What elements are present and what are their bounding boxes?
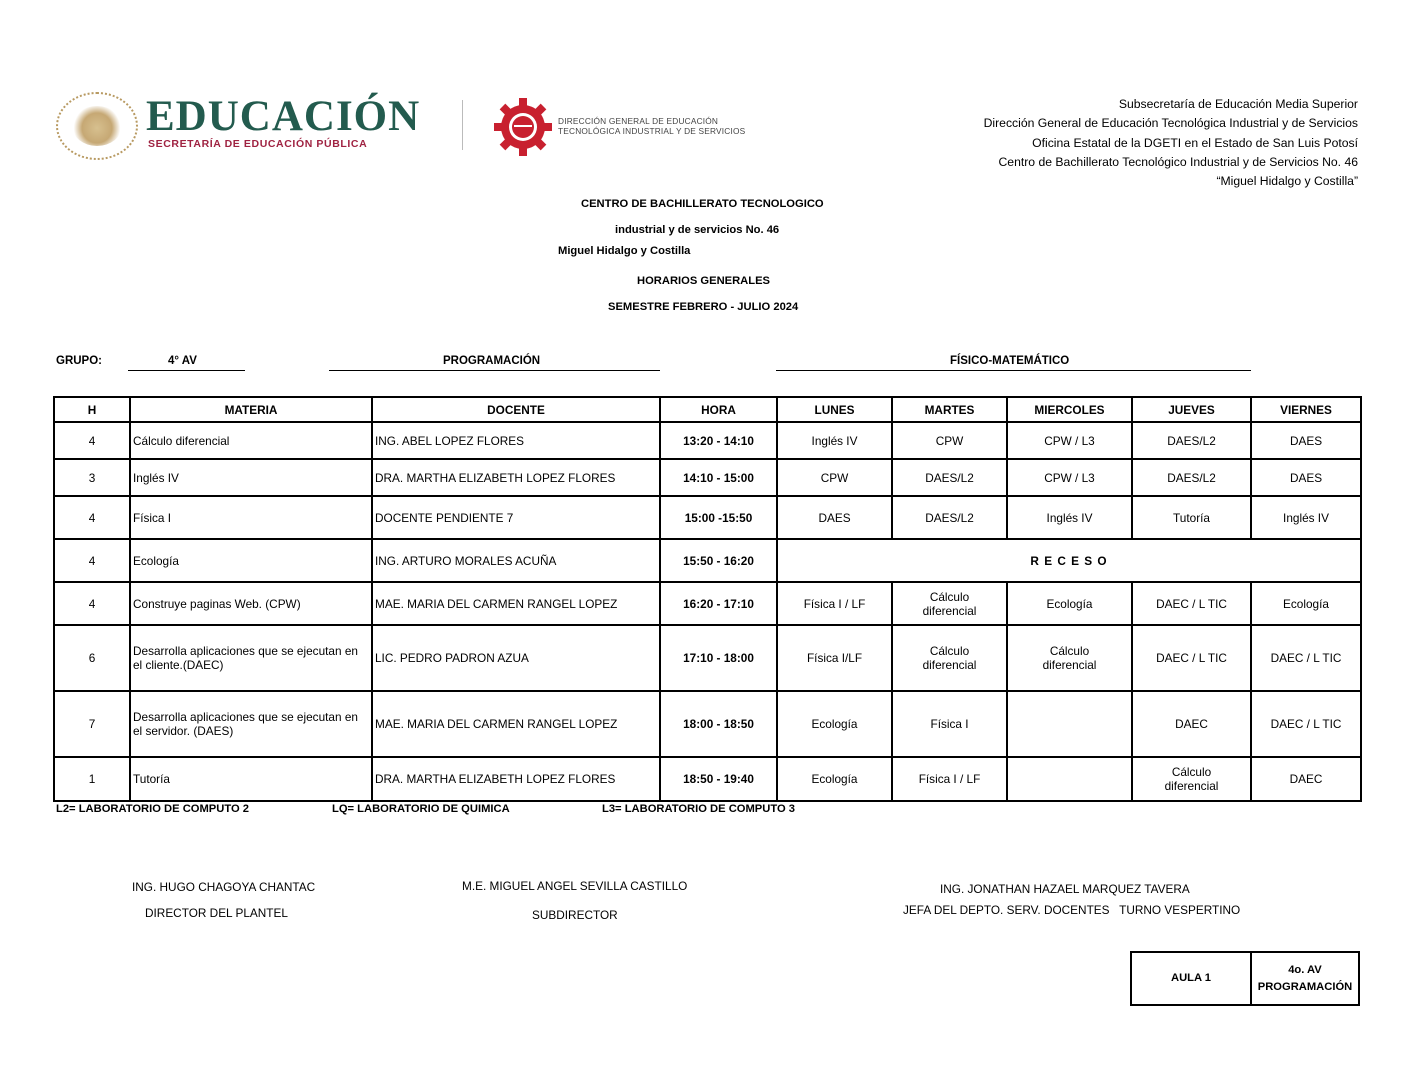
table-row xyxy=(54,757,1361,801)
cell-materia: Tutoría xyxy=(130,757,372,801)
cell-miercoles: Ecología xyxy=(1007,582,1132,625)
cell-docente: LIC. PEDRO PADRON AZUA xyxy=(372,625,660,691)
cell-hora: 18:50 - 19:40 xyxy=(660,757,777,801)
cell-docente: DOCENTE PENDIENTE 7 xyxy=(372,496,660,539)
table-row xyxy=(54,691,1361,757)
header-martes: MARTES xyxy=(892,397,1007,422)
cell-martes: Cálculo diferencial xyxy=(892,625,1007,691)
header-line: Centro de Bachillerato Tecnológico Industrial y de Servicios No. 46 xyxy=(998,154,1358,169)
grupo-value: 4° AV xyxy=(168,355,197,367)
dgeti-logo-text xyxy=(558,116,745,136)
cell-martes: DAES/L2 xyxy=(892,496,1007,539)
cell-martes: Cálculo diferencial xyxy=(892,582,1007,625)
cell-lunes: CPW xyxy=(777,459,892,496)
subdirector-title: SUBDIRECTOR xyxy=(532,908,618,922)
cell-h: 4 xyxy=(54,496,130,539)
cell-docente: MAE. MARIA DEL CARMEN RANGEL LOPEZ xyxy=(372,582,660,625)
cell-materia: Cálculo diferencial xyxy=(130,422,372,459)
cell-miercoles: Inglés IV xyxy=(1007,496,1132,539)
schedule-table xyxy=(53,396,1362,802)
grupo-label: GRUPO: xyxy=(56,355,102,367)
horarios-title: HORARIOS GENERALES xyxy=(637,275,771,287)
cell-materia: Inglés IV xyxy=(130,459,372,496)
cell-miercoles: CPW / L3 xyxy=(1007,422,1132,459)
cell-materia: Construye paginas Web. (CPW) xyxy=(130,582,372,625)
cell-martes: Física I / LF xyxy=(892,757,1007,801)
header-line: Oficina Estatal de la DGETI en el Estado de San Luis Potosí xyxy=(1032,135,1358,150)
legend-l3: L3= LABORATORIO DE COMPUTO 3 xyxy=(602,803,796,815)
jefe-title: JEFA DEL DEPTO. SERV. DOCENTES TURNO VESPERTINO xyxy=(903,903,1241,917)
cell-lunes: Ecología xyxy=(777,691,892,757)
area-value: FÍSICO-MATEMÁTICO xyxy=(950,355,1070,367)
header-hora: HORA xyxy=(660,397,777,422)
cell-docente: ING. ARTURO MORALES ACUÑA xyxy=(372,539,660,582)
cell-hora: 14:10 - 15:00 xyxy=(660,459,777,496)
aula-label: AULA 1 xyxy=(1131,952,1251,1005)
cell-h: 3 xyxy=(54,459,130,496)
cell-materia: Ecología xyxy=(130,539,372,582)
cell-docente: MAE. MARIA DEL CARMEN RANGEL LOPEZ xyxy=(372,691,660,757)
cell-docente: DRA. MARTHA ELIZABETH LOPEZ FLORES xyxy=(372,757,660,801)
header-h: H xyxy=(54,397,130,422)
cell-h: 4 xyxy=(54,539,130,582)
carrera-value: PROGRAMACIÓN xyxy=(443,355,541,367)
cell-hora: 16:20 - 17:10 xyxy=(660,582,777,625)
cell-miercoles xyxy=(1007,757,1132,801)
header-line: “Miguel Hidalgo y Costilla” xyxy=(1216,174,1358,189)
cell-martes: CPW xyxy=(892,422,1007,459)
table-row xyxy=(54,539,1361,582)
aula-box xyxy=(1130,951,1360,1006)
cell-docente: ING. ABEL LOPEZ FLORES xyxy=(372,422,660,459)
dgeti-gear-icon xyxy=(492,96,554,158)
cell-martes: Física I xyxy=(892,691,1007,757)
cell-materia: Desarrolla aplicaciones que se ejecutan en el cliente.(DAEC) xyxy=(130,625,372,691)
school-title-2: industrial y de servicios No. 46 xyxy=(615,224,780,236)
cell-jueves: Tutoría xyxy=(1132,496,1251,539)
cell-hora: 13:20 - 14:10 xyxy=(660,422,777,459)
cell-docente: DRA. MARTHA ELIZABETH LOPEZ FLORES xyxy=(372,459,660,496)
cell-miercoles: Cálculo diferencial xyxy=(1007,625,1132,691)
cell-hora: 15:50 - 16:20 xyxy=(660,539,777,582)
cell-h: 4 xyxy=(54,582,130,625)
cell-viernes: DAEC / L TIC xyxy=(1251,625,1361,691)
cell-h: 4 xyxy=(54,422,130,459)
cell-viernes: DAES xyxy=(1251,459,1361,496)
cell-jueves: DAES/L2 xyxy=(1132,459,1251,496)
cell-jueves: DAES/L2 xyxy=(1132,422,1251,459)
semestre-title: SEMESTRE FEBRERO - JULIO 2024 xyxy=(608,301,799,313)
cell-viernes: Ecología xyxy=(1251,582,1361,625)
header-jueves: JUEVES xyxy=(1132,397,1251,422)
cell-lunes: Ecología xyxy=(777,757,892,801)
header-viernes: VIERNES xyxy=(1251,397,1361,422)
aula-group-line2: PROGRAMACIÓN xyxy=(1257,980,1353,993)
table-header-row xyxy=(54,397,1361,422)
cell-hora: 17:10 - 18:00 xyxy=(660,625,777,691)
logo-divider xyxy=(462,100,463,150)
educacion-logo-subtitle: SECRETARÍA DE EDUCACIÓN PÚBLICA xyxy=(148,138,368,150)
cell-hora: 15:00 -15:50 xyxy=(660,496,777,539)
header-lunes: LUNES xyxy=(777,397,892,422)
cell-miercoles: CPW / L3 xyxy=(1007,459,1132,496)
educacion-logo-title: EDUCACIÓN xyxy=(146,93,421,140)
cell-lunes: Física I / LF xyxy=(777,582,892,625)
cell-materia: Física I xyxy=(130,496,372,539)
table-row xyxy=(54,422,1361,459)
cell-martes: DAES/L2 xyxy=(892,459,1007,496)
area-underline xyxy=(776,370,1251,371)
dgeti-text-line2: TECNOLÓGICA INDUSTRIAL Y DE SERVICIOS xyxy=(558,126,746,136)
header-line: Subsecretaría de Educación Media Superior xyxy=(1118,97,1358,111)
legend-lq: LQ= LABORATORIO DE QUIMICA xyxy=(332,803,510,815)
cell-h: 7 xyxy=(54,691,130,757)
cell-h: 1 xyxy=(54,757,130,801)
cell-viernes: Inglés IV xyxy=(1251,496,1361,539)
legend-l2: L2= LABORATORIO DE COMPUTO 2 xyxy=(56,803,250,815)
school-title-1: CENTRO DE BACHILLERATO TECNOLOGICO xyxy=(581,198,824,210)
cell-jueves: DAEC / L TIC xyxy=(1132,582,1251,625)
dgeti-text-line1: DIRECCIÓN GENERAL DE EDUCACIÓN xyxy=(558,116,719,126)
cell-viernes: DAEC / L TIC xyxy=(1251,691,1361,757)
grupo-underline xyxy=(128,370,245,371)
cell-lunes: DAES xyxy=(777,496,892,539)
table-row xyxy=(54,459,1361,496)
cell-jueves: DAEC / L TIC xyxy=(1132,625,1251,691)
cell-h: 6 xyxy=(54,625,130,691)
receso-cell: R E C E S O xyxy=(777,539,1361,582)
cell-viernes: DAES xyxy=(1251,422,1361,459)
director-title: DIRECTOR DEL PLANTEL xyxy=(145,906,288,920)
institution-header xyxy=(984,95,1358,191)
cell-jueves: Cálculo diferencial xyxy=(1132,757,1251,801)
table-row xyxy=(54,582,1361,625)
jefe-name: ING. JONATHAN HAZAEL MARQUEZ TAVERA xyxy=(940,882,1190,896)
school-title-3: Miguel Hidalgo y Costilla xyxy=(558,245,691,257)
aula-group xyxy=(1251,952,1359,1005)
cell-jueves: DAEC xyxy=(1132,691,1251,757)
header-miercoles: MIERCOLES xyxy=(1007,397,1132,422)
header-docente: DOCENTE xyxy=(372,397,660,422)
cell-materia: Desarrolla aplicaciones que se ejecutan en el servidor. (DAES) xyxy=(130,691,372,757)
subdirector-name: M.E. MIGUEL ANGEL SEVILLA CASTILLO xyxy=(462,879,688,893)
table-row xyxy=(54,496,1361,539)
cell-hora: 18:00 - 18:50 xyxy=(660,691,777,757)
header-line: Dirección General de Educación Tecnológica Industrial y de Servicios xyxy=(983,116,1358,131)
cell-lunes: Física I/LF xyxy=(777,625,892,691)
cell-miercoles xyxy=(1007,691,1132,757)
header-materia: MATERIA xyxy=(130,397,372,422)
cell-viernes: DAEC xyxy=(1251,757,1361,801)
cell-lunes: Inglés IV xyxy=(777,422,892,459)
aula-group-line1: 4o. AV xyxy=(1288,963,1322,976)
mexico-seal-icon xyxy=(56,92,138,160)
carrera-underline xyxy=(329,370,660,371)
director-name: ING. HUGO CHAGOYA CHANTAC xyxy=(132,880,316,894)
table-row xyxy=(54,625,1361,691)
